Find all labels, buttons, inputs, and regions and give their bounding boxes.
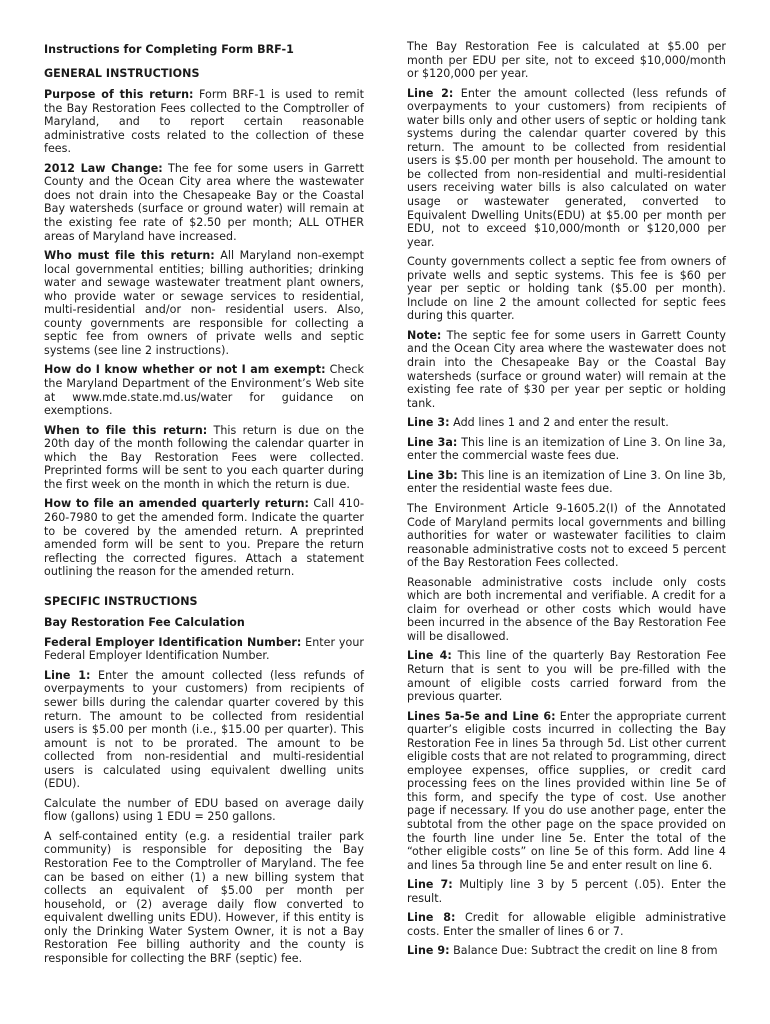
fein-text: Enter your Federal Employer Identification Number. (44, 635, 365, 663)
who-must-file-text: All Maryland non-exempt local governmental entities; billing authorities; drinking water and sewage wastewater treatment plant owners, who provide water or sewage services to residential, multi-residential and/or non- residential users. Also, county governments are responsible for collecting a septic fee from owners of private wells and septic systems (see line 2 instructions). (44, 249, 364, 357)
law-change-label: 2012 Law Change: (44, 161, 163, 175)
specific-instructions-heading: SPECIFIC INSTRUCTIONS (44, 594, 198, 608)
note-label: Note: (407, 328, 442, 342)
who-must-file-label: Who must file this return: (44, 249, 215, 263)
when-to-file-label: When to file this return: (44, 423, 208, 437)
purpose-text: Form BRF-1 is used to remit the Bay Restoration Fees collected to the Comptroller of Maryland, and to report certain reasonable administrative costs related to the collection of these fees. (44, 88, 364, 156)
form-title: Instructions for Completing Form BRF-1 (44, 43, 294, 56)
amended-paragraph (44, 497, 364, 578)
line3-label: Line 3: (407, 416, 450, 430)
line4-paragraph (407, 649, 726, 703)
lines5-text: Enter the appropriate current quarter’s eligible costs incurred in collecting the Bay Restoration Fee in lines 5a through 5d. List other current eligible costs that are not related to programming, direct employee expenses, office supplies, or credit card processing fees on the lines provided within line 5e of this form, and specify the type of cost. Use another page if necessary. If you do use another page, enter the subtotal from the other page on the space provided on the fourth line under line 5e. Enter the total of the “other eligible costs” on line 5e of this form. Add line 4 and lines 5a through line 5e and enter result on line 6. (407, 709, 727, 872)
lines5-paragraph (407, 710, 726, 873)
exempt-paragraph (44, 363, 364, 417)
general-instructions-heading: GENERAL INSTRUCTIONS (44, 66, 200, 80)
line1-label: Line 1: (44, 668, 91, 682)
environment-article-paragraph: The Environment Article 9-1605.2(I) of the Annotated Code of Maryland permits local governments and billing authorities for water or wastewater facilities to claim reasonable administrative costs not to exceed 5 percent of the Bay Restoration Fees collected. (407, 501, 726, 570)
law-change-text: The fee for some users in Garrett County and the Ocean City area where the wastewater does not drain into the Chesapeake Bay or the Coastal Bay watersheds (surface or ground water) will remain at the existing fee rate of $2.50 per month; ALL OTHER areas of Maryland have increased. (44, 161, 364, 243)
lines5-label: Lines 5a-5e and Line 6: (407, 709, 556, 723)
line8-label: Line 8: (407, 911, 456, 925)
exempt-label: How do I know whether or not I am exempt: (44, 363, 326, 377)
line7-paragraph (407, 878, 726, 905)
line3b-paragraph (407, 469, 726, 496)
note-paragraph (407, 329, 726, 410)
line3a-paragraph (407, 436, 726, 463)
line9-paragraph (407, 944, 726, 958)
line7-label: Line 7: (407, 878, 453, 892)
line4-text: This line of the quarterly Bay Restoration Fee Return that is sent to you will be pre-filled with the amount of eligible costs carried forward from the previous quarter. (407, 649, 726, 704)
note-text: The septic fee for some users in Garrett County and the Ocean City area where the wastewater does not drain into the Chesapeake Bay or the Coastal Bay watersheds (surface or ground water) will remain at the existing fee rate of $30 per year per septic or holding tank. (407, 328, 726, 410)
line1-paragraph (44, 669, 364, 791)
line1-text: Enter the amount collected (less refunds of overpayments to your customers) from recipients of sewer bills during the calendar quarter covered by this return. The amount to be collected from residential users is $5.00 per month (i.e., $15.00 per quarter). This amount is not to be prorated. The amount to be collected from non-residential and multi-residential users is calculated using equivalent dwelling units (EDU). (44, 668, 365, 791)
when-to-file-paragraph (44, 424, 364, 492)
line4-label: Line 4: (407, 649, 452, 663)
line9-text: Balance Due: Subtract the credit on line 8 from (449, 944, 718, 958)
county-septic-paragraph: County governments collect a septic fee from owners of private wells and septic systems. This fee is $60 per year per septic or holding tank ($5.00 per month). Include on line 2 the amount collected for septic fees during this quarter. (407, 255, 726, 323)
line3-paragraph (407, 416, 726, 430)
line2-text: Enter the amount collected (less refunds of overpayments to your customers) from recipients of water bills only and other users of septic or holding tank systems during the calendar quarter covered by this return. The amount to be collected from residential users is $5.00 per month per household. The amount to be collected from non-residential and multi-residential users receiving water bills is also calculated on water usage or wastewater generated, converted to Equivalent Dwelling Units(EDU) at $5.00 per month per EDU, not to exceed $10,000/month or $120,000 per year. (407, 86, 727, 249)
when-to-file-text: This return is due on the 20th day of the month following the calendar quarter in which the Bay Restoration Fees were collected. Preprinted forms will be sent to you each quarter during the first week on the month in which the return is due. (44, 423, 364, 491)
purpose-label: Purpose of this return: (44, 88, 194, 102)
line9-label: Line 9: (407, 944, 450, 958)
line3b-text: This line is an itemization of Line 3. On line 3b, enter the residential waste fees due. (407, 468, 726, 496)
law-change-paragraph (44, 162, 364, 243)
self-contained-paragraph: A self-contained entity (e.g. a residential trailer park community) is responsible for depositing the Bay Restoration Fee to the Comptroller of Maryland. The fee can be based on either (1) a new billing system that collects an equivalent of $5.00 per month per household, or (2) average daily flow converted to equivalent dwelling units EDU). However, if this entity is only the Drinking Water System Owner, it is not a Bay Restoration Fee billing authority and the county is responsible for collecting the BRF (septic) fee. (44, 829, 364, 965)
amended-text: Call 410-260-7980 to get the amended form. Indicate the quarter to be covered by the amended return. A preprinted amended form will be sent to you. Prepare the return reflecting the corrected figures. Attach a statement outlining the reason for the amended return. (44, 497, 364, 579)
exempt-text: Check the Maryland Department of the Environment’s Web site at www.mde.state.md.us/water for guidance on exemptions. (44, 363, 364, 418)
line8-paragraph (407, 911, 726, 938)
right-column (407, 40, 726, 964)
reasonable-costs-paragraph: Reasonable administrative costs include only costs which are both incremental and verifiable. A credit for a claim for overhead or other costs which would have been incurred in the absence of the Bay Restoration Fee will be disallowed. (407, 575, 726, 643)
amended-label: How to file an amended quarterly return: (44, 497, 310, 511)
line3b-label: Line 3b: (407, 468, 458, 482)
edu-calc-paragraph: Calculate the number of EDU based on average daily flow (gallons) using 1 EDU = 250 gallons. (44, 796, 364, 824)
line8-text: Credit for allowable eligible administrative costs. Enter the smaller of lines 6 or 7. (407, 911, 727, 938)
left-column (44, 40, 364, 971)
line3a-text: This line is an itemization of Line 3. On line 3a, enter the commercial waste fees due. (407, 435, 726, 463)
line3a-label: Line 3a: (407, 435, 458, 449)
line7-text: Multiply line 3 by 5 percent (.05). Enter the result. (407, 878, 727, 905)
fein-paragraph (44, 636, 364, 663)
who-must-file-paragraph (44, 249, 364, 357)
fee-calculation-heading: Bay Restoration Fee Calculation (44, 616, 245, 630)
fee-amount-paragraph: The Bay Restoration Fee is calculated at $5.00 per month per EDU per site, not to exceed $10,000/month or $120,000 per year. (407, 40, 726, 81)
line2-label: Line 2: (407, 86, 454, 100)
purpose-paragraph (44, 88, 364, 156)
line3-text: Add lines 1 and 2 and enter the result. (449, 416, 669, 430)
fein-label: Federal Employer Identification Number: (44, 635, 302, 649)
line2-paragraph (407, 87, 726, 250)
